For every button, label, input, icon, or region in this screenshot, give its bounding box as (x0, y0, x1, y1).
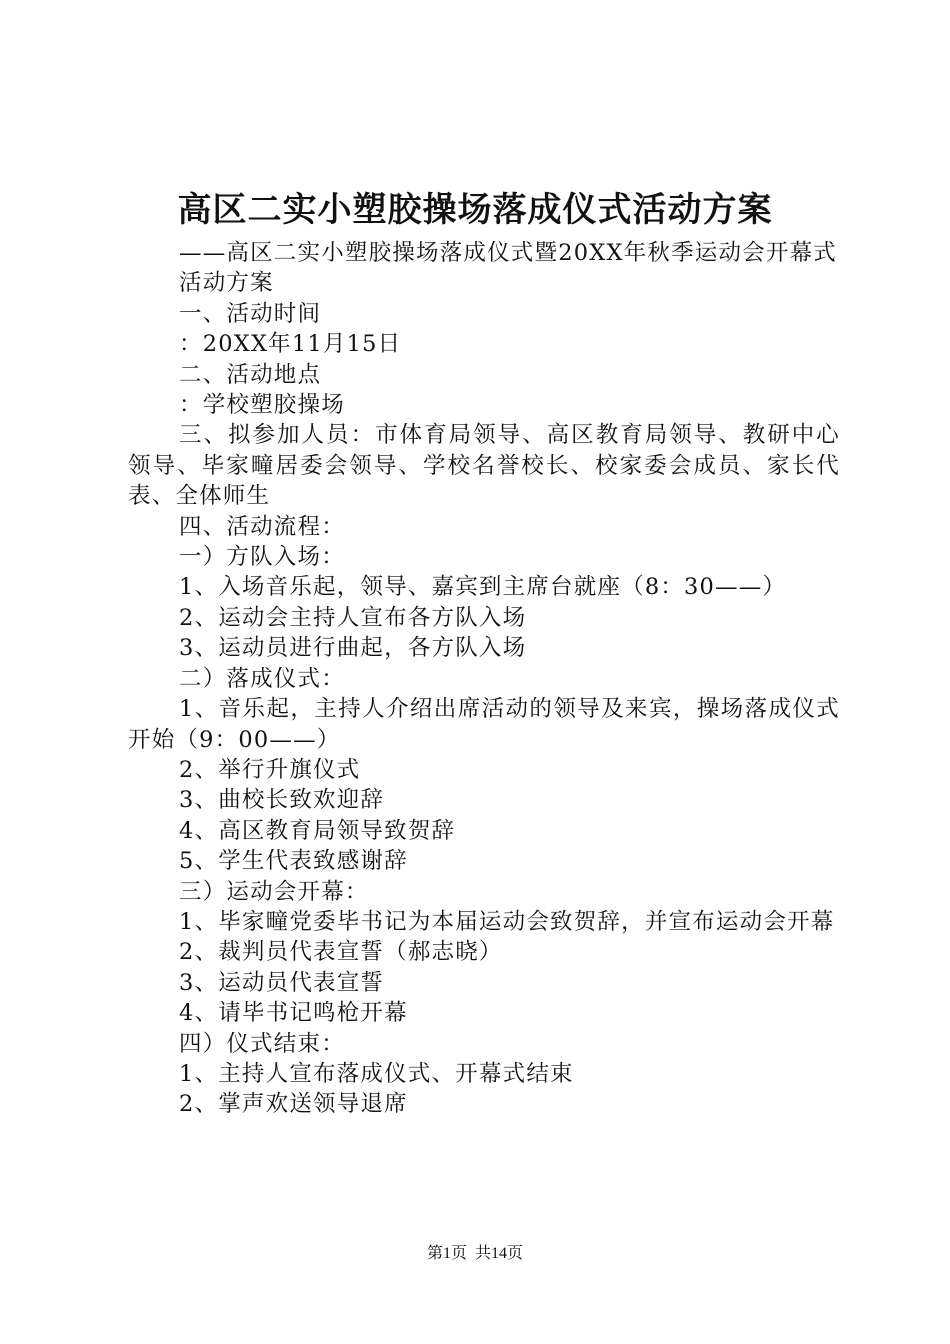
subsection-heading: 二）落成仪式： (179, 665, 345, 692)
list-item: 3、曲校长致欢迎辞 (179, 787, 385, 814)
page-number: 第1页 (426, 1245, 467, 1262)
subsection-heading: 三）运动会开幕： (179, 878, 369, 905)
paragraph: ：20XX年11月15日 (179, 331, 402, 358)
section-heading: 二、活动地点 (179, 361, 322, 388)
paragraph: 三、拟参加人员：市体育局领导、高区教育局领导、教研中心领导、毕家疃居委会领导、学校名誉校长、校家委会成员、家长代表、全体师生 (128, 422, 840, 510)
section-heading: 一、活动时间 (179, 300, 322, 327)
list-item: 4、高区教育局领导致贺辞 (179, 817, 456, 844)
paragraph: ：学校塑胶操场 (179, 392, 345, 419)
list-item: 2、举行升旗仪式 (179, 756, 361, 783)
list-item: 3、运动员进行曲起，各方队入场 (179, 635, 527, 662)
list-item: 2、裁判员代表宣誓（郝志晓） (179, 939, 503, 966)
subsection-heading: 四）仪式结束： (179, 1030, 345, 1057)
list-item: 1、毕家疃党委毕书记为本届运动会致贺辞，并宣布运动会开幕 (179, 908, 835, 935)
list-item: 1、主持人宣布落成仪式、开幕式结束 (179, 1060, 574, 1087)
list-item: 4、请毕书记鸣枪开幕 (179, 1000, 408, 1027)
list-item: 2、掌声欢送领导退席 (179, 1091, 408, 1118)
subtitle-line: ——高区二实小塑胶操场落成仪式暨20XX年秋季运动会开幕式 (179, 240, 837, 266)
list-item: 1、音乐起，主持人介绍出席活动的领导及来宾，操场落成仪式开始（9：00——） (128, 696, 840, 753)
document-title: 高区二实小塑胶操场落成仪式活动方案 (177, 190, 773, 230)
subsection-heading: 一）方队入场： (179, 544, 345, 571)
list-item: 5、学生代表致感谢辞 (179, 848, 408, 875)
document-body (128, 238, 840, 1120)
page-footer (0, 1243, 950, 1265)
section-heading: 四、活动流程： (179, 513, 345, 540)
list-item: 1、入场音乐起，领导、嘉宾到主席台就座（8：30——） (179, 574, 787, 601)
paragraph: 活动方案 (179, 270, 274, 297)
list-item: 2、运动会主持人宣布各方队入场 (179, 604, 527, 631)
page-total: 共14页 (475, 1245, 524, 1262)
list-item: 3、运动员代表宣誓 (179, 969, 385, 996)
